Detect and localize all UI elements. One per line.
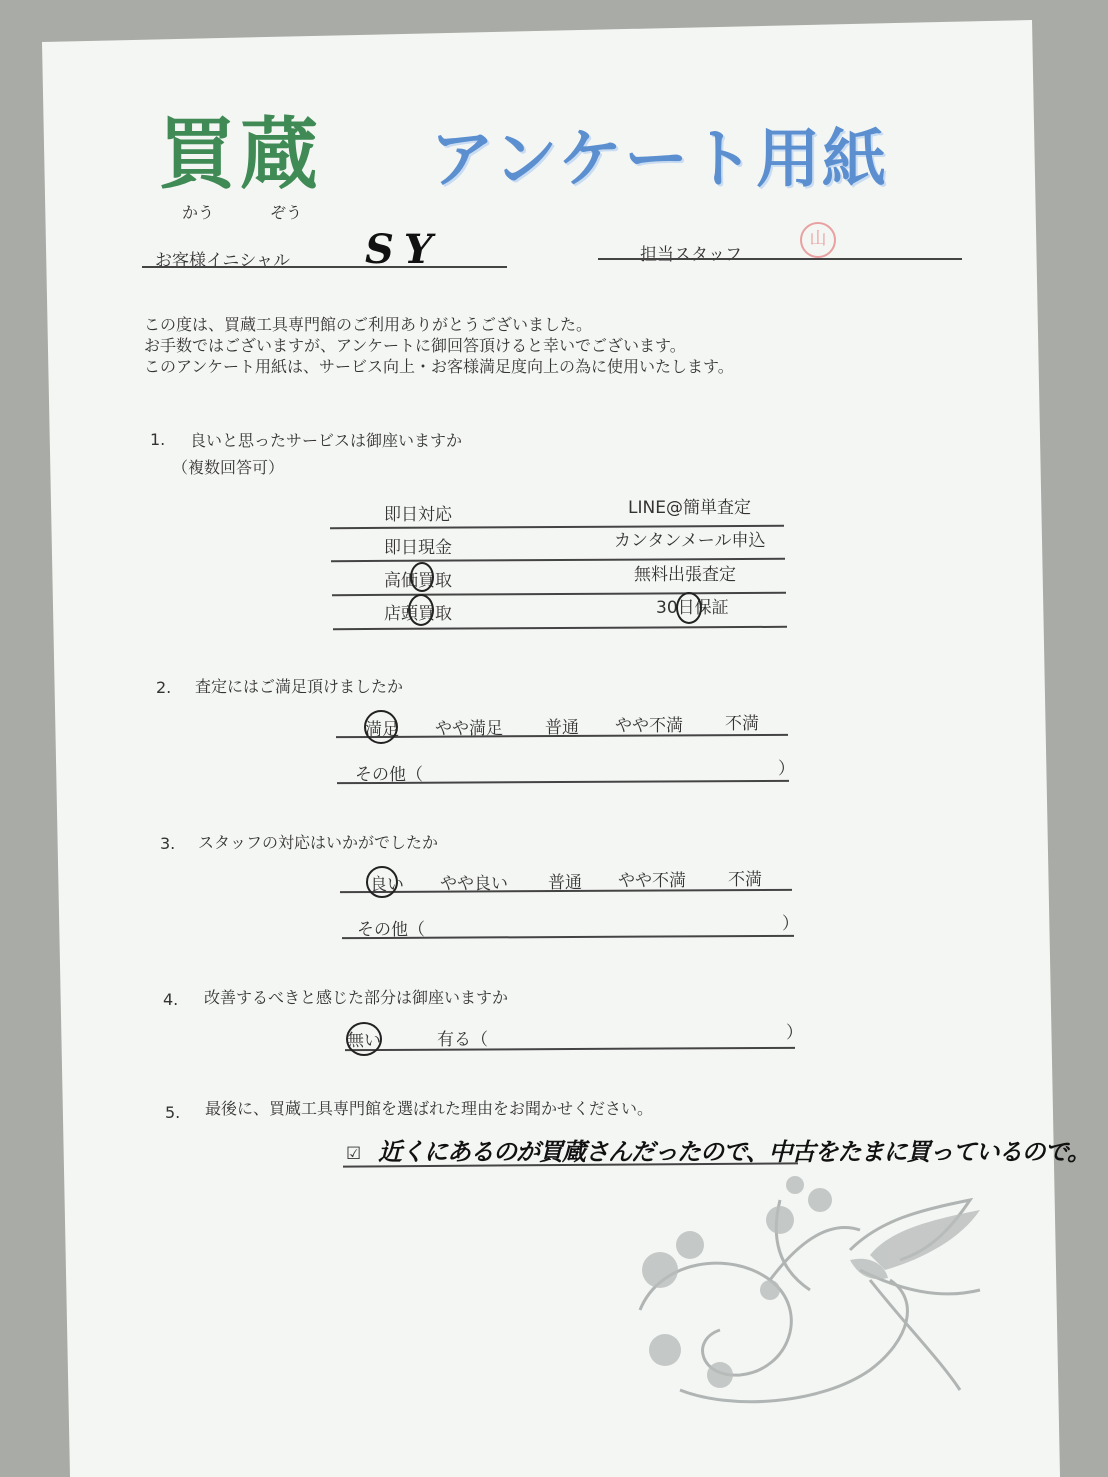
q1-option-muryou-shutchou: 無料出張査定 [634,565,736,585]
q4-question: 改善するべきと感じた部分は御座いますか [204,988,509,1007]
q2-other-label: その他（ [355,765,423,785]
q5-handwritten-answer: 近くにあるのが買蔵さんだったので、中古をたまに買っているので。 [378,1137,1091,1166]
q3-other-close: ） [782,914,799,934]
logo-ruby-zou: ぞう [270,203,303,222]
q3-question: スタッフの対応はいかがでしたか [198,833,439,852]
q1-circle-kouka [410,562,434,592]
q4-option-aru: 有る（ [437,1030,488,1050]
q3-option-yaya-fuman: やや不満 [618,871,686,891]
q4-number: 4. [163,990,179,1009]
q2-option-futsuu: 普通 [545,718,579,738]
staff-label: 担当スタッフ [640,245,742,265]
q2-option-fuman: 不満 [725,714,759,734]
q3-option-yoi: 良い [370,875,404,895]
page-title: アンケート用紙 [430,123,889,197]
q1-option-line-satei: LINE@簡単査定 [628,498,751,518]
q1-circle-tentou [408,594,434,626]
staff-line [598,258,962,260]
q1-option-sokujitsu-genkin: 即日現金 [384,538,452,558]
q5-number: 5. [165,1103,181,1122]
intro-line-2: お手数ではございますが、アンケートに御回答頂けると幸いでございます。 [144,336,686,355]
q3-option-futsuu: 普通 [548,873,582,893]
q5-question: 最後に、買蔵工具専門館を選ばれた理由をお聞かせください。 [205,1099,654,1118]
q1-option-30days-hoshou: 30日保証 [656,598,729,618]
q4-circle-nai [346,1022,382,1056]
q2-number: 2. [156,678,172,697]
q4-option-nai: 無い [347,1031,381,1051]
q2-option-manzoku: 満足 [365,720,399,740]
q2-circle-manzoku [364,710,398,744]
q3-option-fuman: 不満 [728,870,762,890]
logo-ruby-kau: かう [182,203,215,222]
q1-option-sokujitsu-taiou: 即日対応 [384,505,452,525]
q1-question: 良いと思ったサービスは御座いますか [190,431,463,450]
customer-initial-line [142,266,507,268]
q4-aru-close: ） [786,1023,803,1043]
q3-number: 3. [160,834,176,853]
q1-note: （複数回答可） [172,458,285,477]
q3-option-yaya-yoi: やや良い [440,874,508,894]
q2-question: 査定にはご満足頂けましたか [195,677,404,696]
phoenix-flower-watermark [620,1160,1000,1420]
q1-option-mail-moushikomi: カンタンメール申込 [614,531,766,551]
q2-option-yaya-manzoku: やや満足 [435,719,503,739]
q2-other-close: ） [778,759,795,779]
customer-initial-label: お客様イニシャル [155,251,290,271]
q1-option-tentou-kaitori: 店頭買取 [384,604,452,624]
customer-initial-value: SY [365,226,443,273]
q1-circle-hoshou [676,592,702,624]
staff-stamp: 山 [800,222,836,258]
q5-checkbox: ☑ [346,1144,362,1164]
intro-line-3: このアンケート用紙は、サービス向上・お客様満足度向上の為に使用いたします。 [144,357,734,376]
q1-option-kouka-kaitori: 高価買取 [384,571,452,591]
intro-line-1: この度は、買蔵工具専門館のご利用ありがとうございました。 [144,315,593,334]
q3-circle-yoi [366,866,398,898]
q3-other-label: その他（ [357,920,425,940]
kaizo-logo: 買蔵 [158,109,323,200]
q1-number: 1. [150,430,166,449]
q2-option-yaya-fuman: やや不満 [615,716,683,736]
